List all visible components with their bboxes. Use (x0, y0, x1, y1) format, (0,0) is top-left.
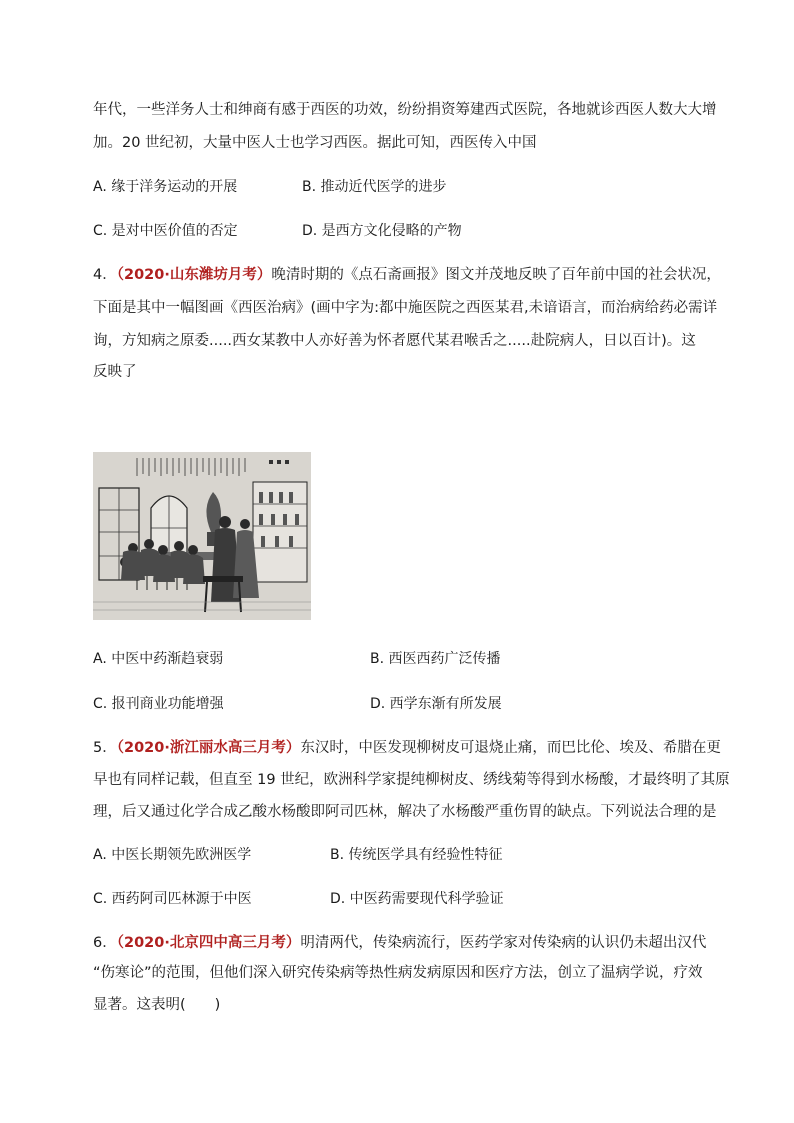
q5-option-b[interactable]: B. 传统医学具有经验性特征 (330, 847, 503, 863)
q3-stem-line-1: 年代，一些洋务人士和绅商有感于西医的功效，纷纷捐资筹建西式医院，各地就诊西医人数大大增 (93, 102, 717, 118)
q6-source: （2020·北京四中高三月考） (116, 935, 301, 951)
q4-option-d[interactable]: D. 西学东渐有所发展 (370, 696, 502, 712)
q5-option-d[interactable]: D. 中医药需要现代科学验证 (330, 891, 504, 907)
q4-stem-start: 晚清时期的《点石斋画报》图文并茂地反映了百年前中国的社会状况， (271, 267, 721, 283)
q6-stem-line-3: 显著。这表明( ) (93, 997, 221, 1013)
q6-number: 6． (93, 935, 117, 951)
q4-stem-line-2: 下面是其中一幅图画《西医治病》(画中字为:都中施医院之西医某君,未谙语言，而治病给药必需详 (93, 300, 718, 316)
q6-stem-start: 明清两代，传染病流行，医药学家对传染病的认识仍未超出汉代 (300, 935, 707, 951)
q5-option-a[interactable]: A. 中医长期领先欧洲医学 (93, 847, 252, 863)
q3-option-b[interactable]: B. 推动近代医学的进步 (302, 179, 447, 195)
q4-number: 4． (93, 267, 117, 283)
q4-option-b[interactable]: B. 西医西药广泛传播 (370, 651, 501, 667)
q5-source: （2020·浙江丽水高三月考） (116, 740, 301, 756)
q3-option-a[interactable]: A. 缘于洋务运动的开展 (93, 179, 238, 195)
q5-stem-line-3: 理，后又通过化学合成乙酸水杨酸即阿司匹林，解决了水杨酸严重伤胃的缺点。下列说法合理的是 (93, 804, 717, 820)
q4-stem-line-4: 反映了 (93, 364, 137, 380)
q5-option-c[interactable]: C. 西药阿司匹林源于中医 (93, 891, 252, 907)
q4-option-a[interactable]: A. 中医中药渐趋衰弱 (93, 651, 224, 667)
q3-option-c[interactable]: C. 是对中医价值的否定 (93, 223, 238, 239)
q5-number: 5． (93, 740, 117, 756)
q3-option-d[interactable]: D. 是西方文化侵略的产物 (302, 223, 462, 239)
q4-source: （2020·山东潍坊月考） (116, 267, 272, 283)
q4-option-c[interactable]: C. 报刊商业功能增强 (93, 696, 224, 712)
q3-stem-line-2: 加。20 世纪初，大量中医人士也学习西医。据此可知，西医传入中国 (93, 135, 537, 151)
engraving-image (93, 452, 311, 620)
q4-stem-line-1 (93, 265, 721, 285)
q5-stem-start: 东汉时，中医发现柳树皮可退烧止痛，而巴比伦、埃及、希腊在更 (300, 740, 721, 756)
q4-stem-line-3: 询，方知病之原委.....西女某教中人亦好善为怀者愿代某君喉舌之.....赴院病人，日以百计)。这 (93, 333, 696, 349)
q5-stem-line-2: 早也有同样记载，但直至 19 世纪，欧洲科学家提纯柳树皮、绣线菊等得到水杨酸，才最终明了其原 (93, 772, 730, 788)
q4-illustration (93, 452, 311, 620)
q6-stem-line-1 (93, 933, 713, 953)
q5-stem-line-1 (93, 738, 721, 758)
q6-stem-line-2: “伤寒论”的范围，但他们深入研究传染病等热性病发病原因和医疗方法，创立了温病学说，疗效 (93, 965, 703, 981)
